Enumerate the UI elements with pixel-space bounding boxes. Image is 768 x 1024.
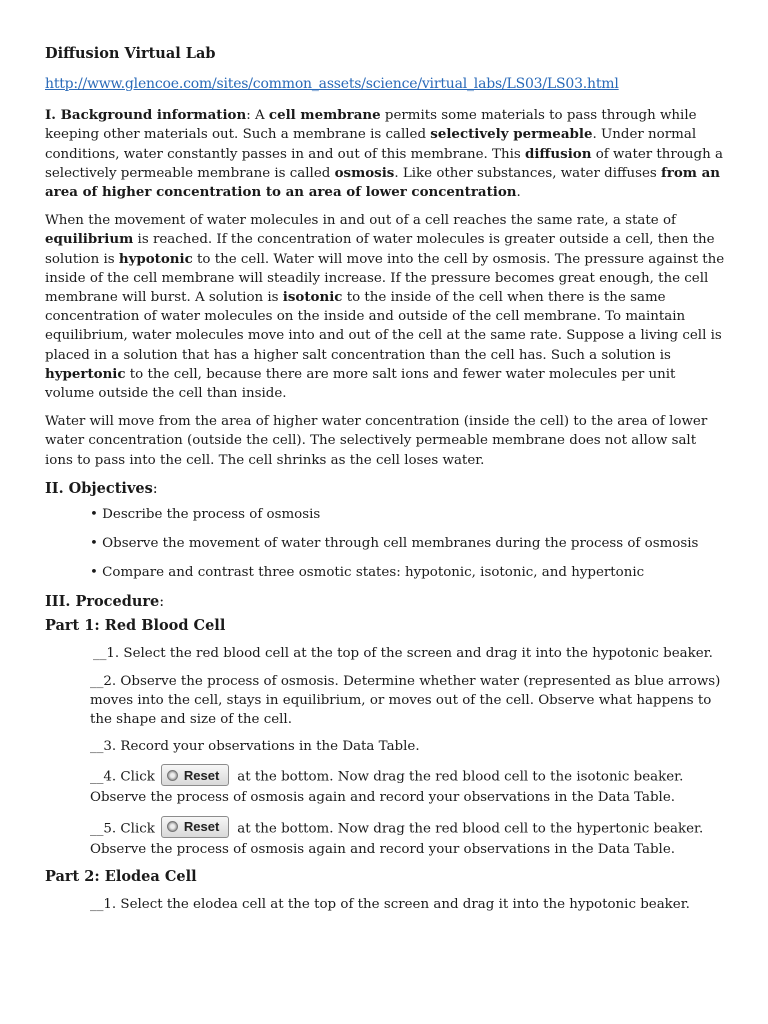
background-paragraph-1: I. Background information: A cell membrane permits some materials to pass through while keeping other materials out. Such a membrane is called selectively permeable. Under normal conditions, water constantly passes in and out of this membrane. This diffusion of water through a selectively permeable membrane is called osmosis. Like other substances, water diffuses from an area of higher concentration to an area of lower concentration. [45,107,723,201]
background-paragraph-2: When the movement of water molecules in and out of a cell reaches the same rate, a state of equilibrium is reached. If the concentration of water molecules is greater outside a cell, then the solution is hypotonic to the cell. Water will move into the cell by osmosis. The pressure against the inside of the cell membrane will steadily increase. If the pressure becomes great enough, the cell membrane will burst. A solution is isotonic to the inside of the cell when there is the same concentration of water molecules on the inside and outside of the cell membrane. To maintain equilibrium, water molecules move into and out of the cell at the same rate. Suppose a living cell is placed in a solution that has a higher salt concentration than the cell has. Such a solution is hypertonic to the cell, because there are more salt ions and fewer water molecules per unit volume outside the cell than inside. [45,213,725,402]
objectives-heading: II. Objectives: [45,479,158,497]
part2-heading: Part 2: Elodea Cell [45,867,197,885]
background-paragraph-3: Water will move from the area of higher water concentration (inside the cell) to the area of lower water concentration (outside the cell). The selectively permeable membrane does not allow salt ions to pass into the cell. The cell shrinks as the cell loses water. [45,414,708,468]
lab-link[interactable]: http://www.glencoe.com/sites/common_assets/science/virtual_labs/LS03/LS03.html [45,76,619,92]
document-page [45,44,725,914]
reset-button[interactable]: Reset [161,764,229,786]
part2-step-1: __1. Select the elodea cell at the top of the screen and drag it into the hypotonic beaker. [90,897,690,913]
background-heading: I. Background information [45,107,247,124]
objectives-list [45,505,725,592]
part1-step-5: __5. Click Reset at the bottom. Now drag the red blood cell to the hypertonic beaker. Observe the process of osmosis again and record your observations in the Data Table. [90,818,725,859]
part1-step-1: __1. Select the red blood cell at the top of the screen and drag it into the hypotonic beaker. [93,646,713,662]
procedure-heading: III. Procedure: [45,593,165,611]
list-item: • Describe the process of osmosis [90,507,321,523]
part1-heading: Part 1: Red Blood Cell [45,617,226,635]
reset-icon [167,770,178,781]
list-item: • Observe the movement of water through cell membranes during the process of osmosis [90,536,699,552]
reset-button[interactable]: Reset [161,816,229,838]
part1-step-3: __3. Record your observations in the Data Table. [90,739,420,755]
part1-step-4: __4. Click Reset at the bottom. Now drag the red blood cell to the isotonic beaker. Observe the process of osmosis again and record your observations in the Data Table. [90,766,725,807]
document-title: Diffusion Virtual Lab [45,45,216,62]
reset-icon [167,821,178,832]
part1-step-2: __2. Observe the process of osmosis. Determine whether water (represented as blue arrows) moves into the cell, stays in equilibrium, or moves out of the cell. Observe what happens to the shape and size of the cell. [90,673,721,728]
list-item: • Compare and contrast three osmotic states: hypotonic, isotonic, and hypertonic [90,565,645,581]
